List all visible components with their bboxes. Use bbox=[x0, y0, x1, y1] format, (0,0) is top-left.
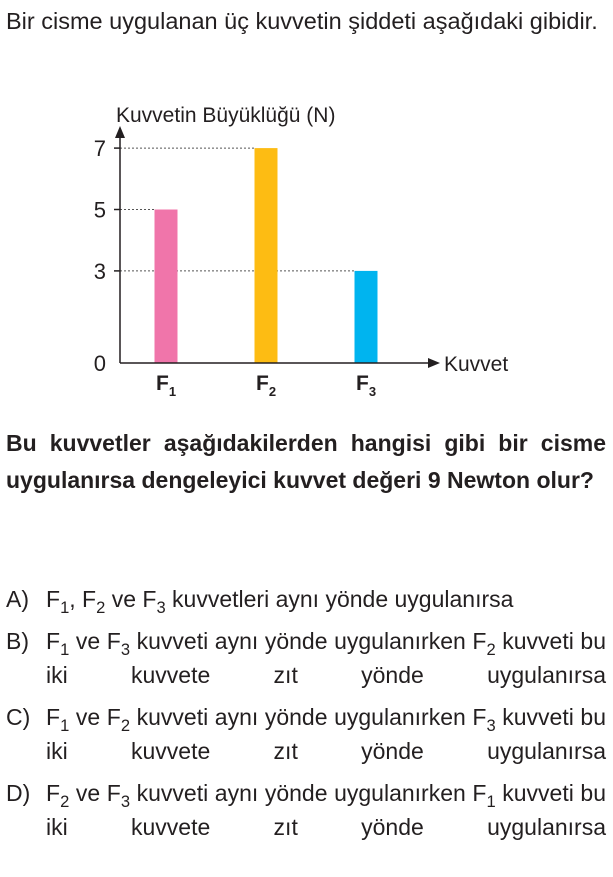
option-a-letter: A) bbox=[6, 586, 29, 612]
option-c-letter: C) bbox=[6, 704, 31, 730]
category-label-f2: $F_2$ bbox=[256, 372, 277, 399]
option-d-text: $F_2$ ve $F_3$ kuvveti aynı yönde uygulanırken $F_1$ kuvveti bu iki kuvvete zıt yönde uygulanırsa bbox=[46, 780, 607, 840]
option-a-text: $F_1$, $F_2$ ve $F_3$ kuvvetleri aynı yönde uygulanırsa bbox=[46, 586, 514, 617]
category-label-f3: $F_3$ bbox=[356, 372, 377, 399]
option-b-text: $F_1$ ve $F_3$ kuvveti aynı yönde uygulanırken $F_2$ kuvveti bu iki kuvvete zıt yönde uygulanırsa bbox=[46, 628, 607, 688]
force-bar-chart bbox=[0, 92, 613, 417]
x-axis-label: Kuvvet bbox=[444, 353, 509, 376]
option-a[interactable] bbox=[6, 582, 606, 616]
bar-f2 bbox=[255, 148, 278, 363]
option-b-letter: B) bbox=[6, 628, 29, 654]
answer-options bbox=[6, 582, 606, 852]
y-tick-label-7: 7 bbox=[93, 136, 106, 162]
question-text: Bu kuvvetler aşağıdakilerden hangisi gibi bir cisme uygulanırsa dengeleyici kuvvet değeri 9 Newton olur? bbox=[6, 430, 606, 493]
bar-f3 bbox=[355, 271, 378, 363]
option-c[interactable] bbox=[6, 700, 606, 768]
intro-text: Bir cisme uygulanan üç kuvvetin şiddeti aşağıdaki gibidir. bbox=[6, 8, 598, 34]
y-tick-label-3: 3 bbox=[93, 258, 106, 284]
option-d[interactable] bbox=[6, 776, 606, 844]
option-c-text: $F_1$ ve $F_2$ kuvveti aynı yönde uygulanırken $F_3$ kuvveti bu iki kuvvete zıt yönde uygulanırsa bbox=[46, 704, 607, 764]
x-axis-arrow bbox=[428, 358, 440, 368]
y-axis-arrow bbox=[115, 126, 125, 138]
bar-f1 bbox=[155, 210, 178, 364]
option-d-letter: D) bbox=[6, 780, 31, 806]
y-tick-label-0: 0 bbox=[93, 351, 106, 376]
y-axis-label: Kuvvetin Büyüklüğü (N) bbox=[116, 104, 336, 127]
y-tick-label-5: 5 bbox=[93, 197, 106, 223]
option-b[interactable] bbox=[6, 624, 606, 692]
category-label-f1: $F_1$ bbox=[156, 372, 177, 399]
